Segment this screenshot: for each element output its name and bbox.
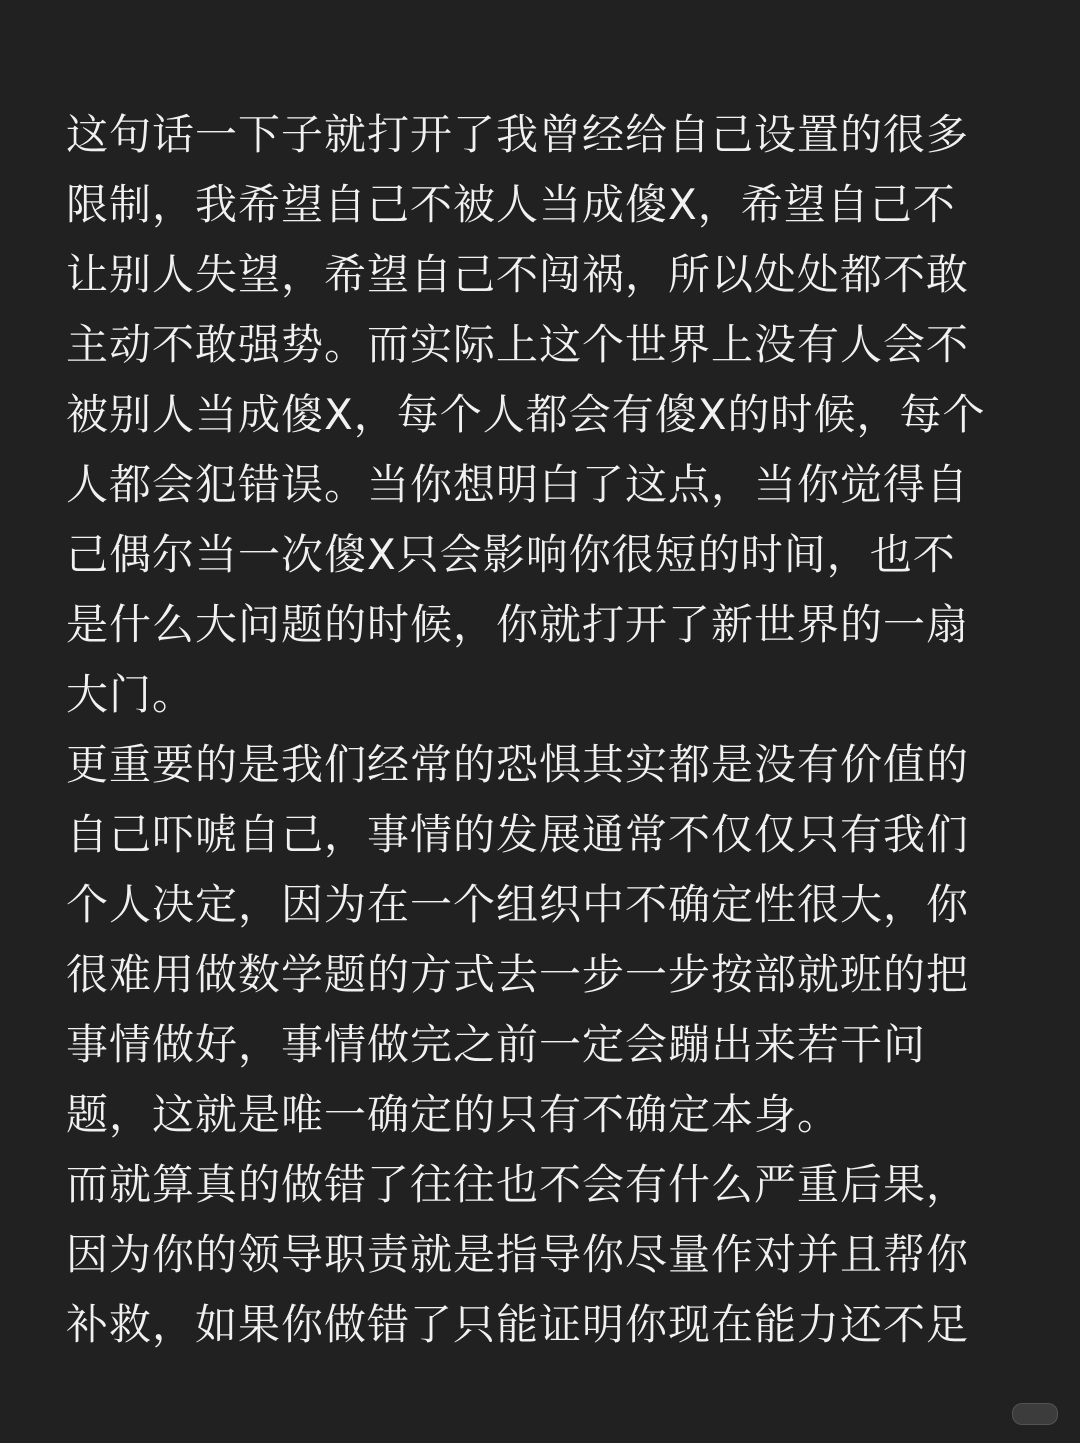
text-line: 主动不敢强势。而实际上这个世界上没有人会不 <box>66 320 970 369</box>
text-body <box>66 100 1016 1360</box>
text-line: 题，这就是唯一确定的只有不确定本身。 <box>66 1090 841 1139</box>
text-line: 被别人当成傻X，每个人都会有傻X的时候，每个 <box>66 390 986 439</box>
watermark-logo <box>1012 1403 1058 1425</box>
text-line: 限制，我希望自己不被人当成傻X，希望自己不 <box>66 180 956 229</box>
text-line: 这句话一下子就打开了我曾经给自己设置的很多 <box>66 110 970 159</box>
text-line: 补救，如果你做错了只能证明你现在能力还不足 <box>66 1300 970 1349</box>
text-line: 己偶尔当一次傻X只会影响你很短的时间，也不 <box>66 530 956 579</box>
text-line: 人都会犯错误。当你想明白了这点，当你觉得自 <box>66 460 970 509</box>
paragraph-1 <box>66 100 1016 730</box>
text-line: 个人决定，因为在一个组织中不确定性很大，你 <box>66 880 970 929</box>
paragraph-2 <box>66 730 1016 1150</box>
text-line: 而就算真的做错了往往也不会有什么严重后果， <box>66 1160 970 1209</box>
text-line: 事情做好，事情做完之前一定会蹦出来若干问 <box>66 1020 927 1069</box>
text-line: 更重要的是我们经常的恐惧其实都是没有价值的 <box>66 740 970 789</box>
paragraph-3 <box>66 1150 1016 1360</box>
text-line: 让别人失望，希望自己不闯祸，所以处处都不敢 <box>66 250 970 299</box>
text-line: 很难用做数学题的方式去一步一步按部就班的把 <box>66 950 970 999</box>
text-line: 因为你的领导职责就是指导你尽量作对并且帮你 <box>66 1230 970 1279</box>
text-line: 自己吓唬自己，事情的发展通常不仅仅只有我们 <box>66 810 970 859</box>
text-line: 大门。 <box>66 670 196 719</box>
text-line: 是什么大问题的时候，你就打开了新世界的一扇 <box>66 600 970 649</box>
